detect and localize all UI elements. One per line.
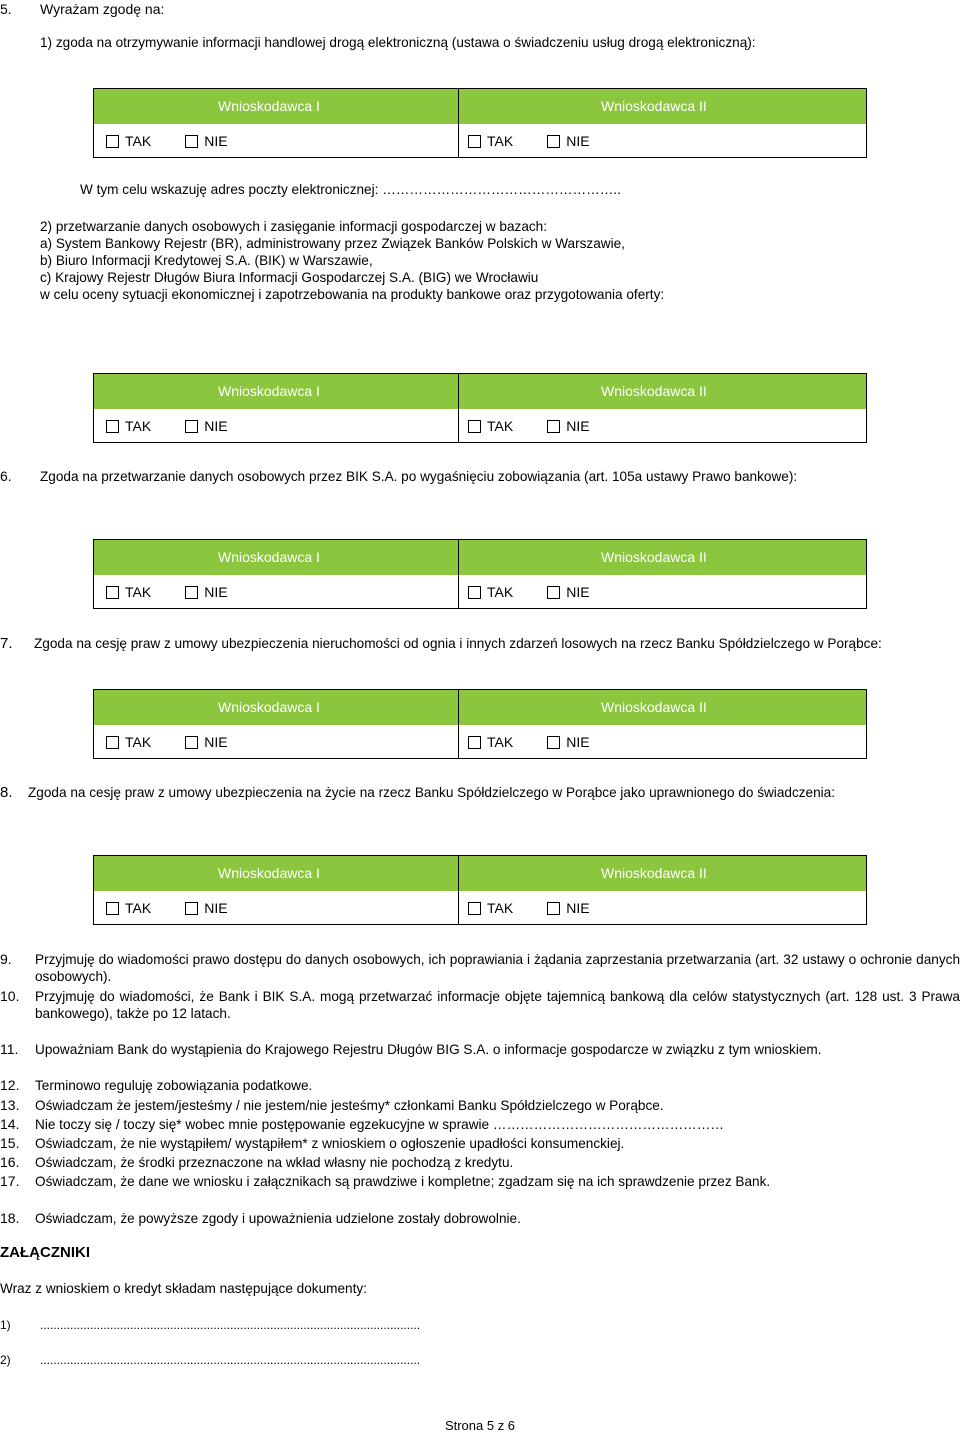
checkbox-icon	[547, 420, 560, 433]
applicant-2-yes-checkbox[interactable]: TAK	[468, 418, 513, 434]
attachment-line-2[interactable]: ..................................................................................................................	[40, 1353, 421, 1367]
checkbox-icon	[106, 420, 119, 433]
item-number: 12.	[0, 1077, 20, 1093]
applicant-2-no-checkbox[interactable]: NIE	[547, 900, 589, 916]
section-5-title: Wyrażam zgodę na:	[40, 1, 165, 17]
consent-table-5-1	[93, 88, 867, 158]
applicant-1-no-checkbox[interactable]: NIE	[185, 584, 227, 600]
consent-table-8	[93, 855, 867, 925]
checkbox-icon	[468, 736, 481, 749]
item-text: Przyjmuję do wiadomości, że Bank i BIK S.A. mogą przetwarzać informacje objęte tajemnicą bankową dla celów statystycznych (art. 128 ust. 3 Prawa bankowego), także po 12 latach.	[35, 989, 960, 1021]
applicant-2-no-checkbox[interactable]: NIE	[547, 734, 589, 750]
applicant-2-label: Wnioskodawca II	[601, 383, 707, 399]
attachments-intro: Wraz z wnioskiem o kredyt składam następujące dokumenty:	[0, 1281, 367, 1296]
applicant-1-no-checkbox[interactable]: NIE	[185, 133, 227, 149]
item-text: Oświadczam, że powyższe zgody i upoważnienia udzielone zostały dobrowolnie.	[35, 1211, 521, 1226]
item-number: 17.	[0, 1173, 20, 1189]
applicant-2-label: Wnioskodawca II	[601, 699, 707, 715]
checkbox-icon	[468, 902, 481, 915]
applicant-1-label: Wnioskodawca I	[218, 699, 320, 715]
item-text: Oświadczam, że nie wystąpiłem/ wystąpiłem* z wnioskiem o ogłoszenie upadłości konsumenckiej.	[35, 1136, 625, 1151]
item-text: Przyjmuję do wiadomości prawo dostępu do danych osobowych, ich poprawiania i żądania zaprzestania przetwarzania (art. 32 ustawy o ochronie danych osobowych).	[35, 952, 960, 984]
checkbox-icon	[547, 135, 560, 148]
applicant-1-label: Wnioskodawca I	[218, 549, 320, 565]
checkbox-icon	[185, 736, 198, 749]
checkbox-icon	[547, 736, 560, 749]
checkbox-icon	[106, 586, 119, 599]
page-number: Strona 5 z 6	[444, 1418, 516, 1433]
section-5-item-2: 2) przetwarzanie danych osobowych i zasięganie informacji gospodarczej w bazach:	[40, 219, 548, 234]
applicant-2-yes-checkbox[interactable]: TAK	[468, 900, 513, 916]
consent-header	[94, 89, 866, 124]
checkbox-icon	[468, 586, 481, 599]
applicant-1-no-checkbox[interactable]: NIE	[185, 418, 227, 434]
item-number: 15.	[0, 1135, 20, 1151]
checkbox-icon	[185, 902, 198, 915]
applicant-1-yes-checkbox[interactable]: TAK	[106, 900, 151, 916]
attachment-number: 1)	[0, 1318, 11, 1332]
item-number: 14.	[0, 1116, 20, 1132]
checkbox-icon	[106, 736, 119, 749]
item-number: 9.	[0, 951, 12, 967]
consent-table-6	[93, 539, 867, 609]
item-number: 10.	[0, 988, 20, 1004]
section-7-number: 7.	[0, 635, 13, 652]
applicant-2-yes-checkbox[interactable]: TAK	[468, 584, 513, 600]
applicant-2-label: Wnioskodawca II	[601, 865, 707, 881]
checkbox-icon	[547, 902, 560, 915]
applicant-2-label: Wnioskodawca II	[601, 98, 707, 114]
email-field[interactable]: W tym celu wskazuję adres poczty elektronicznej: ……………………………………………..	[80, 182, 621, 197]
database-a: a) System Bankowy Rejestr (BR), administrowany przez Związek Banków Polskich w Warszawie,	[40, 236, 625, 251]
item-text: Terminowo reguluję zobowiązania podatkowe.	[35, 1078, 313, 1093]
section-6-text: Zgoda na przetwarzanie danych osobowych przez BIK S.A. po wygaśnięciu zobowiązania (art. 105a ustawy Prawo bankowe):	[40, 469, 798, 484]
applicant-1-label: Wnioskodawca I	[218, 865, 320, 881]
applicant-1-no-checkbox[interactable]: NIE	[185, 734, 227, 750]
applicant-2-no-checkbox[interactable]: NIE	[547, 584, 589, 600]
checkbox-icon	[547, 586, 560, 599]
applicant-2-no-checkbox[interactable]: NIE	[547, 133, 589, 149]
section-5-number: 5.	[0, 1, 12, 17]
section-8-number: 8.	[0, 784, 13, 801]
applicant-2-label: Wnioskodawca II	[601, 549, 707, 565]
applicant-1-label: Wnioskodawca I	[218, 98, 320, 114]
applicant-2-yes-checkbox[interactable]: TAK	[468, 734, 513, 750]
applicant-2-no-checkbox[interactable]: NIE	[547, 418, 589, 434]
item-number: 11.	[0, 1041, 19, 1057]
item-number: 16.	[0, 1154, 20, 1170]
section-7-text: Zgoda na cesję praw z umowy ubezpieczenia nieruchomości od ognia i innych zdarzeń losowych na rzecz Banku Spółdzielczego w Porąbce:	[34, 636, 882, 651]
section-6-number: 6.	[0, 468, 12, 484]
database-b: b) Biuro Informacji Kredytowej S.A. (BIK) w Warszawie,	[40, 253, 373, 268]
consent-table-7	[93, 689, 867, 759]
applicant-1-yes-checkbox[interactable]: TAK	[106, 584, 151, 600]
item-text: Upoważniam Bank do wystąpienia do Krajowego Rejestru Długów BIG S.A. o informacje gospodarcze w związku z tym wnioskiem.	[35, 1042, 822, 1057]
applicant-1-yes-checkbox[interactable]: TAK	[106, 418, 151, 434]
item-text: Oświadczam że jestem/jesteśmy / nie jestem/nie jesteśmy* członkami Banku Spółdzielczego w Porąbce.	[35, 1098, 664, 1113]
applicant-2-yes-checkbox[interactable]: TAK	[468, 133, 513, 149]
database-c: c) Krajowy Rejestr Długów Biura Informacji Gospodarczej S.A. (BIG) we Wrocławiu	[40, 270, 539, 285]
section-5-item-1: 1) zgoda na otrzymywanie informacji handlowej drogą elektroniczną (ustawa o świadczeniu usług drogą elektroniczną):	[40, 35, 756, 50]
item-number: 13.	[0, 1097, 20, 1113]
applicant-1-label: Wnioskodawca I	[218, 383, 320, 399]
applicant-1-yes-checkbox[interactable]: TAK	[106, 133, 151, 149]
checkbox-icon	[468, 420, 481, 433]
section-8-text: Zgoda na cesję praw z umowy ubezpieczenia na życie na rzecz Banku Spółdzielczego w Porąbce jako uprawnionego do świadczenia:	[28, 785, 836, 800]
item-text: Oświadczam, że środki przeznaczone na wkład własny nie pochodzą z kredytu.	[35, 1155, 514, 1170]
applicant-1-no-checkbox[interactable]: NIE	[185, 900, 227, 916]
checkbox-icon	[106, 902, 119, 915]
item-text: Oświadczam, że dane we wniosku i załącznikach są prawdziwe i kompletne; zgadzam się na ich sprawdzenie przez Bank.	[35, 1174, 771, 1189]
checkbox-icon	[185, 135, 198, 148]
applicant-1-yes-checkbox[interactable]: TAK	[106, 734, 151, 750]
item-text: Nie toczy się / toczy się* wobec mnie postępowanie egzekucyjne w sprawie ……………………………………………	[35, 1117, 724, 1132]
checkbox-icon	[468, 135, 481, 148]
attachment-number: 2)	[0, 1353, 11, 1367]
attachment-line-1[interactable]: ..................................................................................................................	[40, 1318, 421, 1332]
section-5-purpose: w celu oceny sytuacji ekonomicznej i zapotrzebowania na produkty bankowe oraz przygotowania oferty:	[40, 287, 665, 302]
checkbox-icon	[185, 420, 198, 433]
checkbox-icon	[185, 586, 198, 599]
consent-table-5-2	[93, 373, 867, 443]
attachments-heading: ZAŁĄCZNIKI	[0, 1244, 90, 1261]
item-number: 18.	[0, 1210, 20, 1226]
checkbox-icon	[106, 135, 119, 148]
